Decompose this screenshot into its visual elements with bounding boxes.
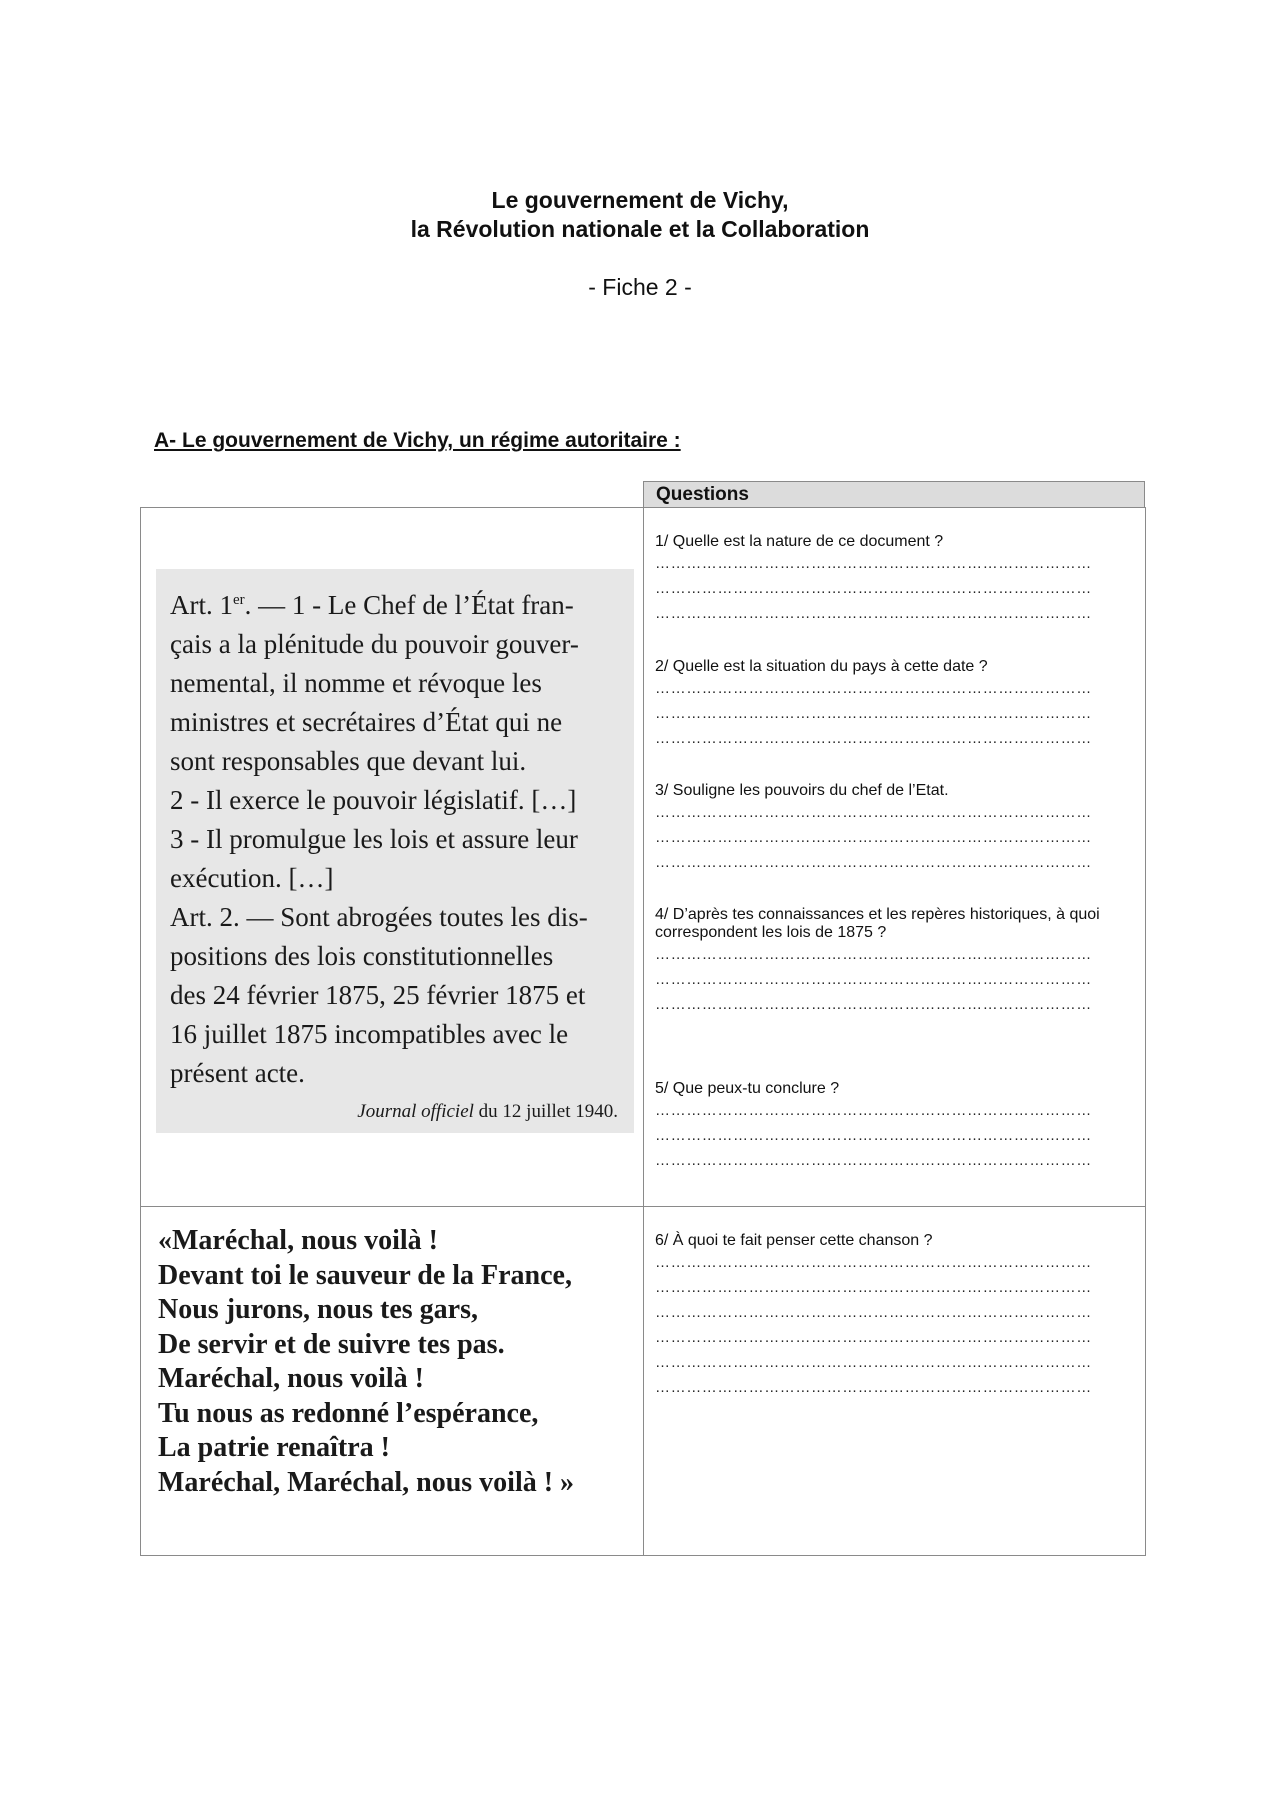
lyric-line: Maréchal, Maréchal, nous voilà ! » (158, 1466, 575, 1498)
answer-line[interactable]: ………………………………………………………………………… (655, 1304, 1092, 1321)
question-6 (655, 1232, 1130, 1400)
doc1-line: çais a la plénitude du pouvoir gouver- (170, 629, 579, 659)
answer-line[interactable]: ………………………………………………………………………… (655, 1102, 1092, 1119)
fiche-number: - Fiche 2 - (588, 274, 692, 300)
doc1-line: 3 - Il promulgue les lois et assure leur (170, 824, 578, 854)
answer-line[interactable]: ………………………………………………………………………… (655, 1254, 1092, 1271)
document-song-lyrics (158, 1224, 636, 1514)
document-constitutional-act (156, 569, 634, 1133)
doc1-line: des 24 février 1875, 25 février 1875 et (170, 980, 586, 1010)
question-5 (655, 1080, 1130, 1173)
lyric-line: Nous jurons, nous tes gars, (158, 1294, 478, 1325)
answer-line[interactable]: ………………………………………………………………………… (655, 1127, 1092, 1144)
answer-line[interactable]: ………………………………………………………………………… (655, 854, 1092, 871)
doc1-line: sont responsables que devant lui. (170, 746, 527, 776)
doc1-line: ministres et secrétaires d’État qui ne (170, 707, 563, 737)
question-text: 3/ Souligne les pouvoirs du chef de l’Etat. (655, 782, 949, 799)
question-text: 4/ D’après tes connaissances et les repères historiques, à quoi correspondent les lois de 1875 ? (655, 906, 1100, 941)
doc1-line: présent acte. (170, 1058, 305, 1088)
doc1-line: 2 - Il exerce le pouvoir législatif. […] (170, 785, 577, 815)
answer-line[interactable]: ………………………………………………………………………… (655, 680, 1092, 697)
lyric-line: «Maréchal, nous voilà ! (158, 1225, 438, 1256)
answer-line[interactable]: ………………………………………………………………………… (655, 946, 1092, 963)
question-1 (655, 533, 1130, 626)
section-heading: A- Le gouvernement de Vichy, un régime autoritaire : (154, 429, 681, 452)
source-journal: Journal officiel (357, 1101, 474, 1122)
title-line-2: la Révolution nationale et la Collaboration (410, 216, 870, 242)
document-title (0, 186, 1280, 244)
answer-line[interactable]: ………………………………………………………………………… (655, 705, 1092, 722)
answer-line[interactable]: ………………………………………………………………………… (655, 996, 1092, 1013)
ordinal-superscript: er (233, 592, 245, 608)
doc1-source (170, 1097, 624, 1127)
lyric-line: De servir et de suivre tes pas. (158, 1328, 505, 1360)
answer-line[interactable]: ………………………………………………………………………… (655, 1279, 1092, 1296)
question-text: 6/ À quoi te fait penser cette chanson ? (655, 1232, 933, 1249)
answer-line[interactable]: ………………………………………………………………………… (655, 971, 1092, 988)
answer-line[interactable]: ………………………………………………………………………… (655, 1354, 1092, 1371)
row-divider (141, 1206, 1145, 1207)
doc1-line: nemental, il nomme et révoque les (170, 668, 542, 698)
doc1-line: 16 juillet 1875 incompatibles avec le (170, 1019, 569, 1049)
questions-column-header: Questions (643, 481, 1145, 508)
question-2 (655, 658, 1130, 751)
lyric-line: Maréchal, nous voilà ! (158, 1363, 424, 1394)
answer-line[interactable]: ………………………………………………………………………… (655, 580, 1092, 597)
title-line-1: Le gouvernement de Vichy, (491, 187, 789, 213)
answer-line[interactable]: ………………………………………………………………………… (655, 1152, 1092, 1169)
answer-line[interactable]: ………………………………………………………………………… (655, 730, 1092, 747)
doc1-line: Art. 2. — Sont abrogées toutes les dis- (170, 902, 588, 932)
column-divider (643, 508, 644, 1555)
doc1-line: Art. 1er. — 1 - Le Chef de l’État fran- (170, 590, 574, 620)
answer-line[interactable]: ………………………………………………………………………… (655, 829, 1092, 846)
answer-line[interactable]: ………………………………………………………………………… (655, 1329, 1092, 1346)
question-4 (655, 906, 1130, 1017)
lyric-line: La patrie renaîtra ! (158, 1432, 390, 1463)
question-text: 2/ Quelle est la situation du pays à cette date ? (655, 658, 988, 675)
answer-line[interactable]: ………………………………………………………………………… (655, 804, 1092, 821)
answer-line[interactable]: ………………………………………………………………………… (655, 1379, 1092, 1396)
question-text: 5/ Que peux-tu conclure ? (655, 1080, 840, 1097)
question-3 (655, 782, 1130, 875)
doc1-line: positions des lois constitutionnelles (170, 941, 554, 971)
answer-line[interactable]: ………………………………………………………………………… (655, 555, 1092, 572)
lyric-line: Devant toi le sauveur de la France, (158, 1259, 572, 1291)
doc1-line: exécution. […] (170, 863, 334, 893)
source-date: du 12 juillet 1940. (473, 1101, 618, 1122)
lyric-line: Tu nous as redonné l’espérance, (158, 1397, 539, 1429)
question-text: 1/ Quelle est la nature de ce document ? (655, 533, 944, 550)
answer-line[interactable]: ………………………………………………………………………… (655, 605, 1092, 622)
